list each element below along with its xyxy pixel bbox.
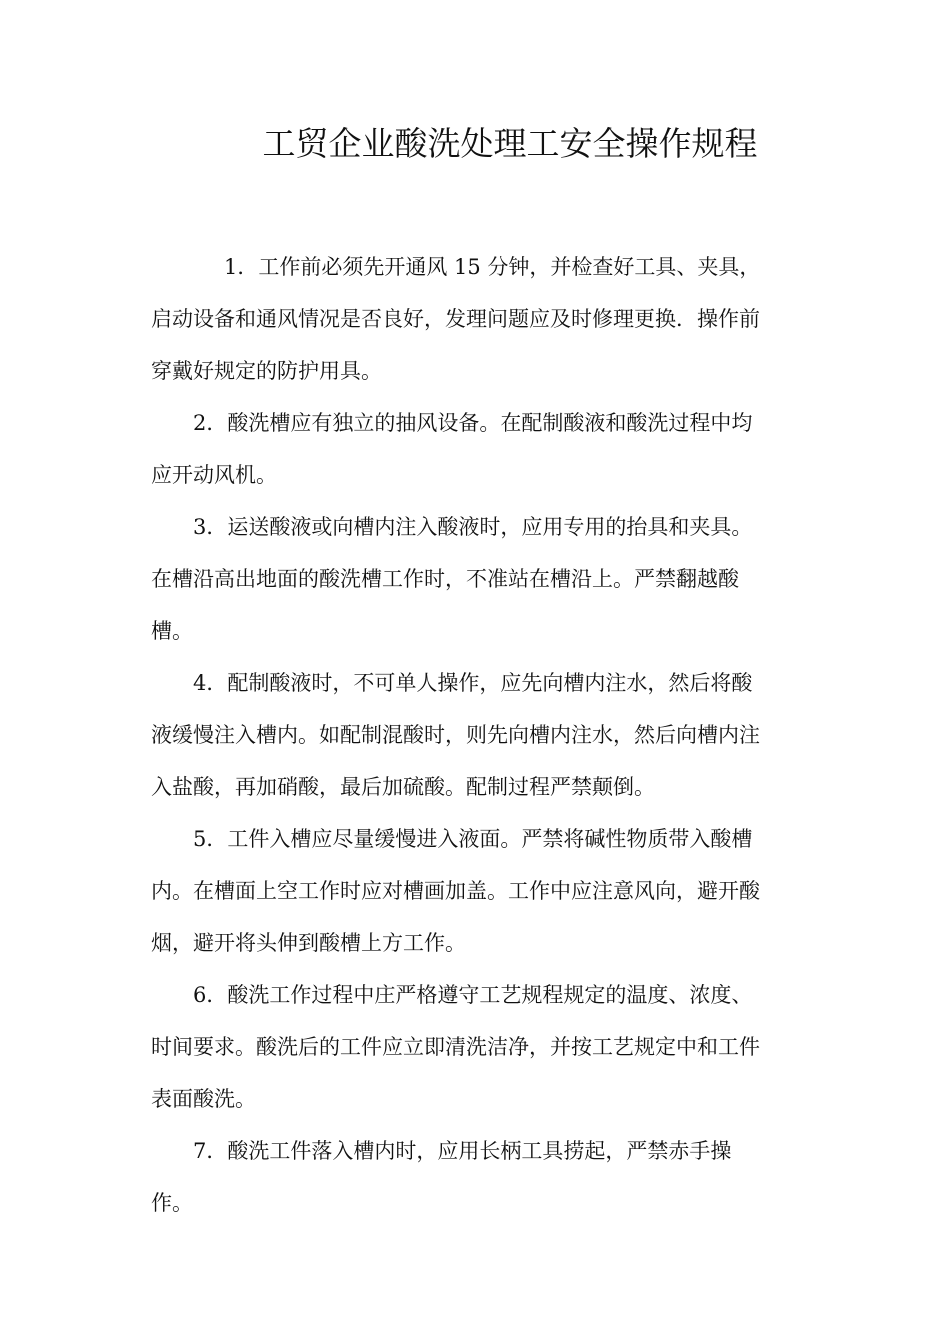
paragraph-line: 7．酸洗工件落入槽内时，应用长柄工具捞起，严禁赤手操 [193, 1139, 732, 1163]
paragraph-line: 液缓慢注入槽内。如配制混酸时，则先向槽内注水，然后向槽内注 [151, 723, 760, 747]
paragraph-line: 表面酸洗。 [151, 1087, 256, 1111]
paragraph-1 [151, 241, 803, 397]
paragraph-line: 烟，避开将头伸到酸槽上方工作。 [151, 931, 466, 955]
document-body [151, 241, 803, 1229]
paragraph-line: 时间要求。酸洗后的工件应立即清洗洁净，并按工艺规定中和工件 [151, 1035, 760, 1059]
paragraph-line: 应开动风机。 [151, 463, 277, 487]
paragraph-line: 6．酸洗工作过程中庄严格遵守工艺规程规定的温度、浓度、 [193, 983, 753, 1007]
paragraph-5 [151, 813, 803, 969]
paragraph-line: 4．配制酸液时，不可单人操作，应先向槽内注水，然后将酸 [193, 671, 753, 695]
paragraph-6 [151, 969, 803, 1125]
paragraph-3 [151, 501, 803, 657]
paragraph-line: 2．酸洗槽应有独立的抽风设备。在配制酸液和酸洗过程中均 [193, 411, 753, 435]
paragraph-4 [151, 657, 803, 813]
paragraph-line: 穿戴好规定的防护用具。 [151, 359, 382, 383]
paragraph-line: 启动设备和通风情况是否良好，发理问题应及时修理更换．操作前 [151, 307, 760, 331]
document-title: 工贸企业酸洗处理工安全操作规程 [262, 124, 758, 163]
paragraph-line: 作。 [151, 1191, 193, 1215]
paragraph-line: 3．运送酸液或向槽内注入酸液时，应用专用的抬具和夹具。 [193, 515, 753, 539]
paragraph-line: 1．工作前必须先开通风 15 分钟，并检查好工具、夹具， [224, 255, 761, 279]
paragraph-line: 内。在槽面上空工作时应对槽画加盖。工作中应注意风向，避开酸 [151, 879, 760, 903]
paragraph-line: 入盐酸，再加硝酸，最后加硫酸。配制过程严禁颠倒。 [151, 775, 655, 799]
paragraph-line: 5．工件入槽应尽量缓慢进入液面。严禁将碱性物质带入酸槽 [193, 827, 753, 851]
paragraph-line: 槽。 [151, 619, 193, 643]
paragraph-line: 在槽沿高出地面的酸洗槽工作时，不准站在槽沿上。严禁翻越酸 [151, 567, 739, 591]
paragraph-2 [151, 397, 803, 501]
paragraph-7 [151, 1125, 803, 1229]
